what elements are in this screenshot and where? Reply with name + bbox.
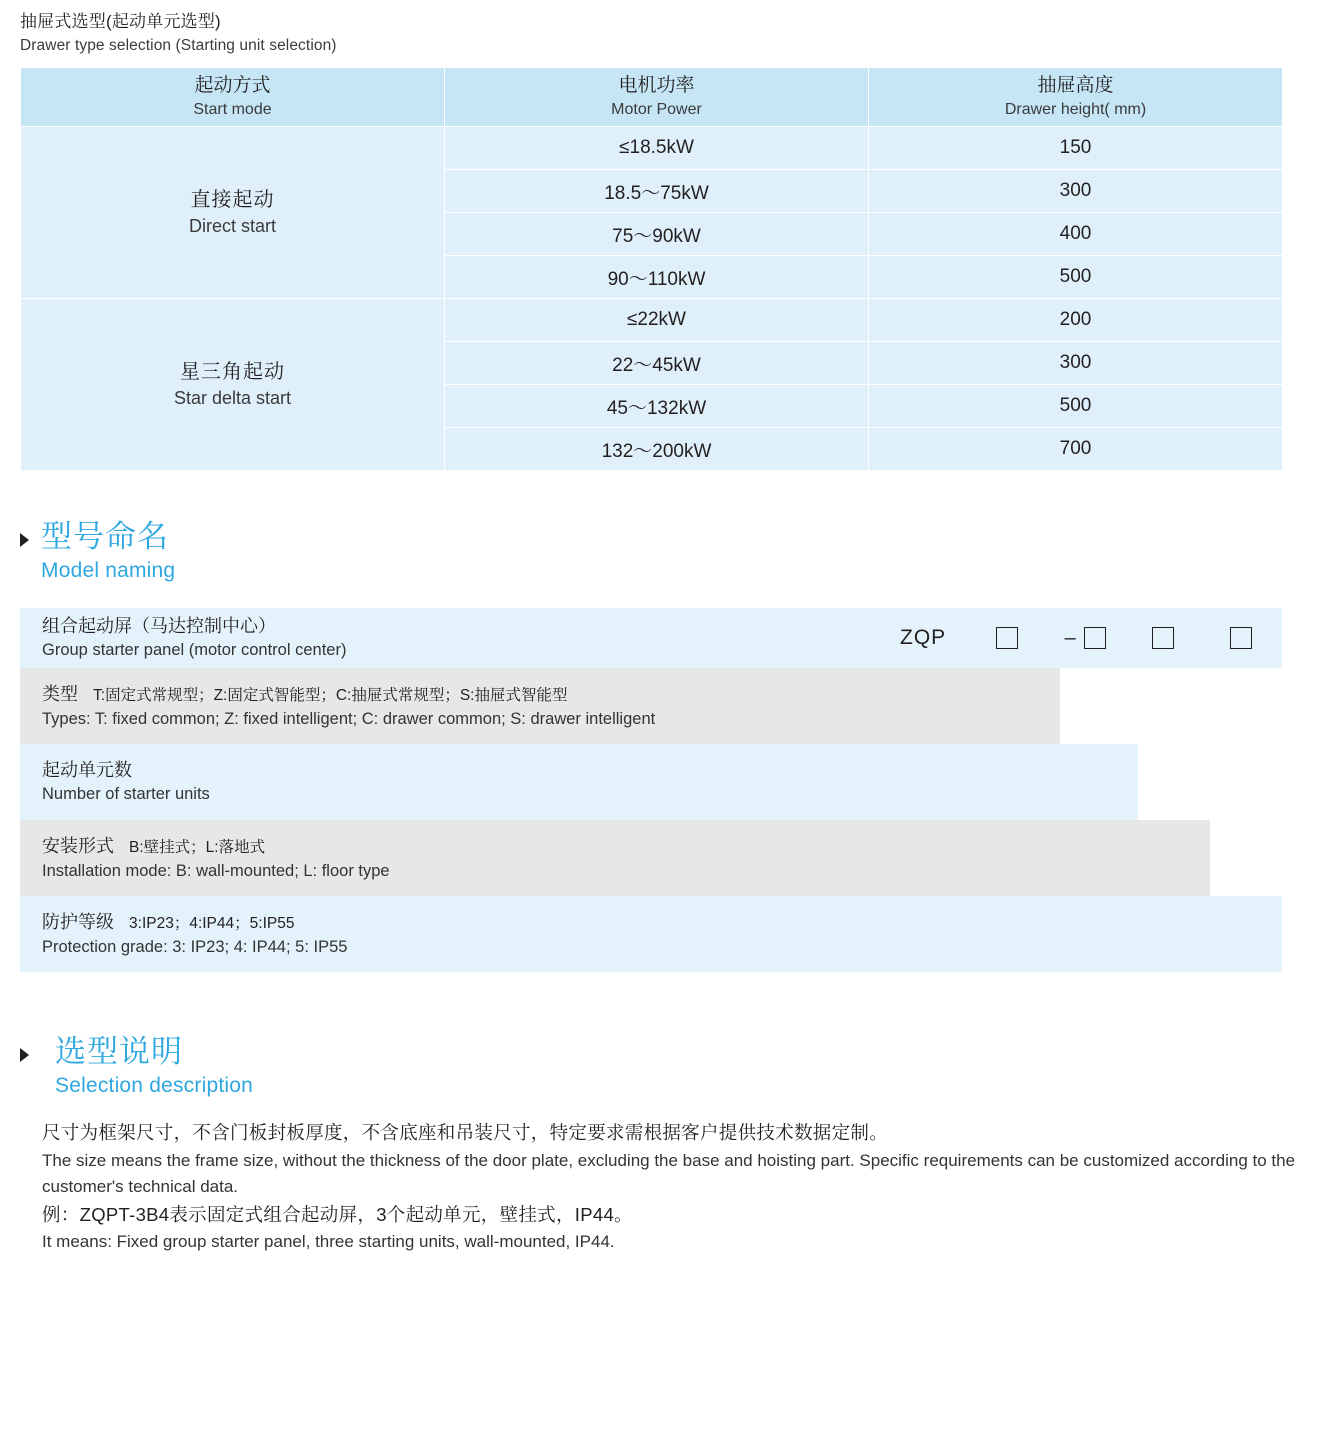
- start-mode-direct-cn: 直接起动: [190, 189, 275, 212]
- selection-heading-cn: 选型说明: [55, 1034, 183, 1070]
- cell-power: 45～132kW: [445, 385, 869, 428]
- checkbox-square-icon[interactable]: [1230, 627, 1252, 649]
- cell-power: 18.5～75kW: [445, 170, 869, 213]
- naming-install-cn: [42, 833, 1210, 859]
- selection-description-body: [42, 1119, 1302, 1255]
- naming-row-units: [20, 744, 1138, 820]
- table-head: [21, 68, 1283, 127]
- cell-power: 75～90kW: [445, 213, 869, 256]
- code-slot-units[interactable]: [1046, 627, 1124, 649]
- section-heading-selection: [20, 1034, 1302, 1101]
- header-start-mode-en: Start mode: [193, 101, 272, 119]
- code-slot-protection[interactable]: [1202, 627, 1280, 649]
- table-caption-cn: 抽屉式选型(起动单元选型): [20, 12, 221, 31]
- cell-start-mode-direct: [21, 127, 445, 299]
- cell-height: 150: [869, 127, 1283, 170]
- naming-protection-cn: [42, 909, 1282, 935]
- naming-row-types: [20, 668, 1060, 744]
- triangle-right-icon: [20, 1048, 29, 1062]
- code-slot-type[interactable]: [968, 627, 1046, 649]
- cell-power: 22～45kW: [445, 342, 869, 385]
- header-motor-power-cn: 电机功率: [618, 75, 695, 97]
- naming-row-install: [20, 820, 1210, 896]
- cell-height: 400: [869, 213, 1283, 256]
- table-row: [21, 127, 1283, 170]
- cell-height: 300: [869, 170, 1283, 213]
- naming-product-cn: 组合起动屏（马达控制中心）: [42, 616, 276, 637]
- header-drawer-height-en: Drawer height( mm): [1004, 101, 1147, 119]
- naming-row-product: [20, 608, 1282, 668]
- model-naming-heading-en: Model naming: [41, 558, 176, 582]
- header-start-mode: [21, 68, 445, 127]
- naming-types-label: 类型: [42, 684, 78, 705]
- cell-height: 700: [869, 428, 1283, 471]
- naming-protection-en: Protection grade: 3: IP23; 4: IP44; 5: IP55: [42, 937, 348, 956]
- cell-height: 500: [869, 256, 1283, 299]
- naming-product-en: Group starter panel (motor control center): [42, 641, 347, 660]
- cell-power: ≤18.5kW: [445, 127, 869, 170]
- table-caption-en: Drawer type selection (Starting unit selection): [20, 36, 337, 54]
- cell-height: 300: [869, 342, 1283, 385]
- page-root: [0, 10, 1322, 1446]
- naming-install-en: Installation mode: B: wall-mounted; L: floor type: [42, 861, 390, 880]
- checkbox-square-icon[interactable]: [1084, 627, 1106, 649]
- selection-line2-en: It means: Fixed group starter panel, three starting units, wall-mounted, IP44.: [42, 1232, 615, 1252]
- selection-heading-en: Selection description: [55, 1073, 253, 1097]
- naming-units-cn: 起动单元数: [42, 760, 132, 781]
- header-motor-power-en: Motor Power: [611, 101, 702, 119]
- cell-start-mode-star-delta: [21, 299, 445, 471]
- table-header-row: [21, 68, 1283, 127]
- code-slot-install[interactable]: [1124, 627, 1202, 649]
- naming-types-cn: [42, 681, 1060, 707]
- table-caption: [20, 10, 1302, 57]
- table-body: [21, 127, 1283, 471]
- start-mode-direct-en: Direct start: [188, 216, 276, 237]
- start-mode-star-delta-cn: 星三角起动: [180, 361, 285, 384]
- model-naming-block: [20, 608, 1282, 972]
- checkbox-square-icon[interactable]: [996, 627, 1018, 649]
- drawer-selection-table: [20, 67, 1283, 471]
- selection-line2-cn: 例：ZQPT-3B4表示固定式组合起动屏，3个起动单元，壁挂式，IP44。: [42, 1203, 633, 1225]
- cell-power: ≤22kW: [445, 299, 869, 342]
- header-drawer-height-cn: 抽屉高度: [1037, 75, 1114, 97]
- model-naming-heading-cn: 型号命名: [41, 519, 169, 555]
- naming-install-label: 安装形式: [42, 836, 114, 857]
- dash-separator: –: [1064, 627, 1076, 650]
- naming-install-value: B:壁挂式；L:落地式: [129, 839, 266, 857]
- cell-power: 132～200kW: [445, 428, 869, 471]
- cell-height: 500: [869, 385, 1283, 428]
- cell-height: 200: [869, 299, 1283, 342]
- checkbox-square-icon[interactable]: [1152, 627, 1174, 649]
- header-start-mode-cn: 起动方式: [194, 75, 271, 97]
- naming-units-en: Number of starter units: [42, 785, 210, 804]
- triangle-right-icon: [20, 533, 29, 547]
- naming-protection-label: 防护等级: [42, 912, 114, 933]
- selection-line1-en: The size means the frame size, without the thickness of the door plate, excluding the base and hoisting part. Specific requirements can be customized according to the customer's technical data.: [42, 1151, 1296, 1197]
- header-motor-power: [445, 68, 869, 127]
- cell-power: 90～110kW: [445, 256, 869, 299]
- naming-protection-value: 3:IP23；4:IP44；5:IP55: [129, 915, 295, 933]
- section-heading-model-naming: [20, 519, 1302, 586]
- selection-line1-cn: 尺寸为框架尺寸，不含门板封板厚度，不含底座和吊装尺寸，特定要求需根据客户提供技术数据定制。: [42, 1122, 889, 1144]
- table-row: [21, 299, 1283, 342]
- naming-types-en: Types: T: fixed common; Z: fixed intelligent; C: drawer common; S: drawer intelligent: [42, 709, 656, 728]
- naming-types-value: T:固定式常规型；Z:固定式智能型；C:抽屉式常规型；S:抽屉式智能型: [93, 687, 568, 705]
- model-code-prefix: ZQP: [900, 626, 947, 650]
- model-code-area: [900, 608, 1280, 668]
- naming-row-protection: [20, 896, 1282, 972]
- header-drawer-height: [869, 68, 1283, 127]
- start-mode-star-delta-en: Star delta start: [173, 388, 292, 409]
